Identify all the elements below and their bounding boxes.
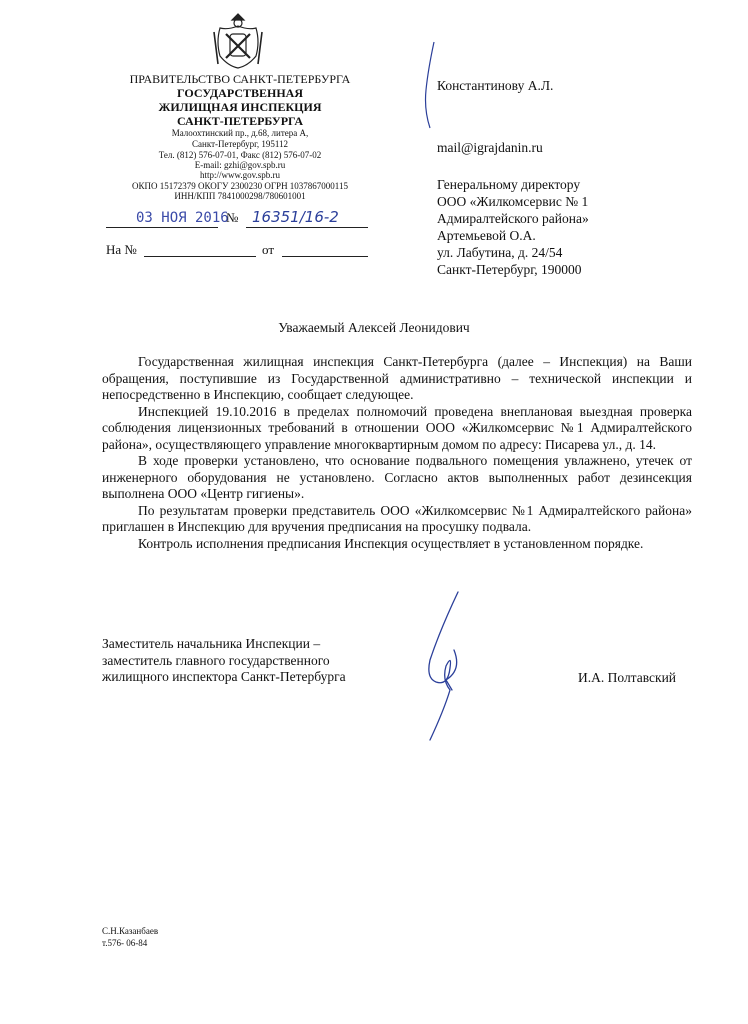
body-paragraph: Контроль исполнения предписания Инспекция осуществляет в установленном порядке. bbox=[138, 535, 644, 551]
salutation: Уважаемый Алексей Леонидович bbox=[278, 320, 470, 335]
recipient-line: Артемьевой О.А. bbox=[437, 228, 536, 243]
registration-number: 16351/16-2 bbox=[252, 208, 339, 226]
number-underline bbox=[246, 227, 368, 228]
reference-date-label: от bbox=[262, 242, 275, 257]
executor-info bbox=[102, 925, 158, 949]
executor-phone: т.576- 06-84 bbox=[102, 938, 148, 948]
signatory-title-line: заместитель главного государственного bbox=[102, 652, 330, 668]
signatory-title-line: Заместитель начальника Инспекции – bbox=[102, 636, 321, 651]
org-inn: ИНН/КПП 7841000298/780601001 bbox=[174, 191, 306, 201]
reference-number-label: На № bbox=[106, 242, 137, 257]
body-paragraph: Государственная жилищная инспекция Санкт-Петербурга (далее – Инспекция) на Ваши обращения, поступившие из Государственной административно – технической инспекции и непосредственно в Инспекцию, сообщает следующее. bbox=[102, 354, 692, 402]
recipient-line: Генеральному директору bbox=[437, 177, 581, 192]
letterhead bbox=[106, 0, 374, 210]
recipient-line: ООО «Жилкомсервис № 1 bbox=[437, 194, 589, 209]
recipient-first: Константинову А.Л. bbox=[437, 78, 554, 93]
body-paragraph: По результатам проверки представитель ООО «Жилкомсервис №1 Адмиралтейского района» приглашен в Инспекцию для вручения предписания на просушку подвала. bbox=[102, 502, 692, 534]
body-paragraph: В ходе проверки установлено, что основание подвального помещения увлажнено, утечек от инженерного оборудования не установлено. Согласно актов выполненных работ дезинсекция выполнена ООО «Центр гигиены». bbox=[102, 453, 692, 501]
recipient-email: mail@igrajdanin.ru bbox=[437, 140, 543, 155]
date-underline bbox=[106, 227, 218, 228]
recipient-line: Санкт-Петербург, 190000 bbox=[437, 262, 582, 277]
org-name-line-1: ГОСУДАРСТВЕННАЯ bbox=[177, 86, 303, 100]
reference-date-blank bbox=[282, 256, 368, 257]
org-website: http://www.gov.spb.ru bbox=[199, 170, 281, 180]
handwritten-mark bbox=[418, 40, 438, 130]
signatory-name: И.А. Полтавский bbox=[578, 670, 677, 685]
signatory-title-line: жилищного инспектора Санкт-Петербурга bbox=[102, 669, 346, 684]
org-codes: ОКПО 15172379 ОКОГУ 2300230 ОГРН 1037867000115 bbox=[132, 181, 348, 191]
government-title: ПРАВИТЕЛЬСТВО САНКТ-ПЕТЕРБУРГА bbox=[129, 72, 351, 86]
signatory-title bbox=[102, 636, 346, 686]
reference-number-blank bbox=[144, 256, 256, 257]
org-address-2: Санкт-Петербург, 195112 bbox=[192, 139, 288, 149]
letter-body bbox=[102, 354, 692, 552]
reference-row bbox=[106, 242, 368, 260]
org-email: E-mail: gzhi@gov.spb.ru bbox=[194, 160, 286, 170]
body-paragraph: Инспекцией 19.10.2016 в пределах полномочий проведена внеплановая выездная проверка соблюдения лицензионных требований в отношении ООО «Жилкомсервис №1 Адмиралтейского района», осуществляющего управление многоквартирным домом по адресу: Писарева ул., д. 14. bbox=[102, 403, 692, 452]
recipient-line: ул. Лабутина, д. 24/54 bbox=[437, 245, 563, 260]
org-address-1: Малоохтинский пр., д.68, литера А, bbox=[171, 128, 309, 138]
org-name-line-3: САНКТ-ПЕТЕРБУРГА bbox=[176, 114, 304, 128]
recipient-line: Адмиралтейского района» bbox=[437, 211, 589, 226]
org-name-line-2: ЖИЛИЩНАЯ ИНСПЕКЦИЯ bbox=[158, 100, 322, 114]
outgoing-registration bbox=[106, 208, 368, 230]
handwritten-signature bbox=[400, 590, 480, 750]
executor-name: С.Н.Казанбаев bbox=[102, 926, 159, 936]
org-phone: Тел. (812) 576-07-01, Факс (812) 576-07-02 bbox=[158, 150, 322, 160]
registration-date: 03 НОЯ 2016 bbox=[136, 210, 229, 226]
number-label: № bbox=[226, 210, 239, 225]
